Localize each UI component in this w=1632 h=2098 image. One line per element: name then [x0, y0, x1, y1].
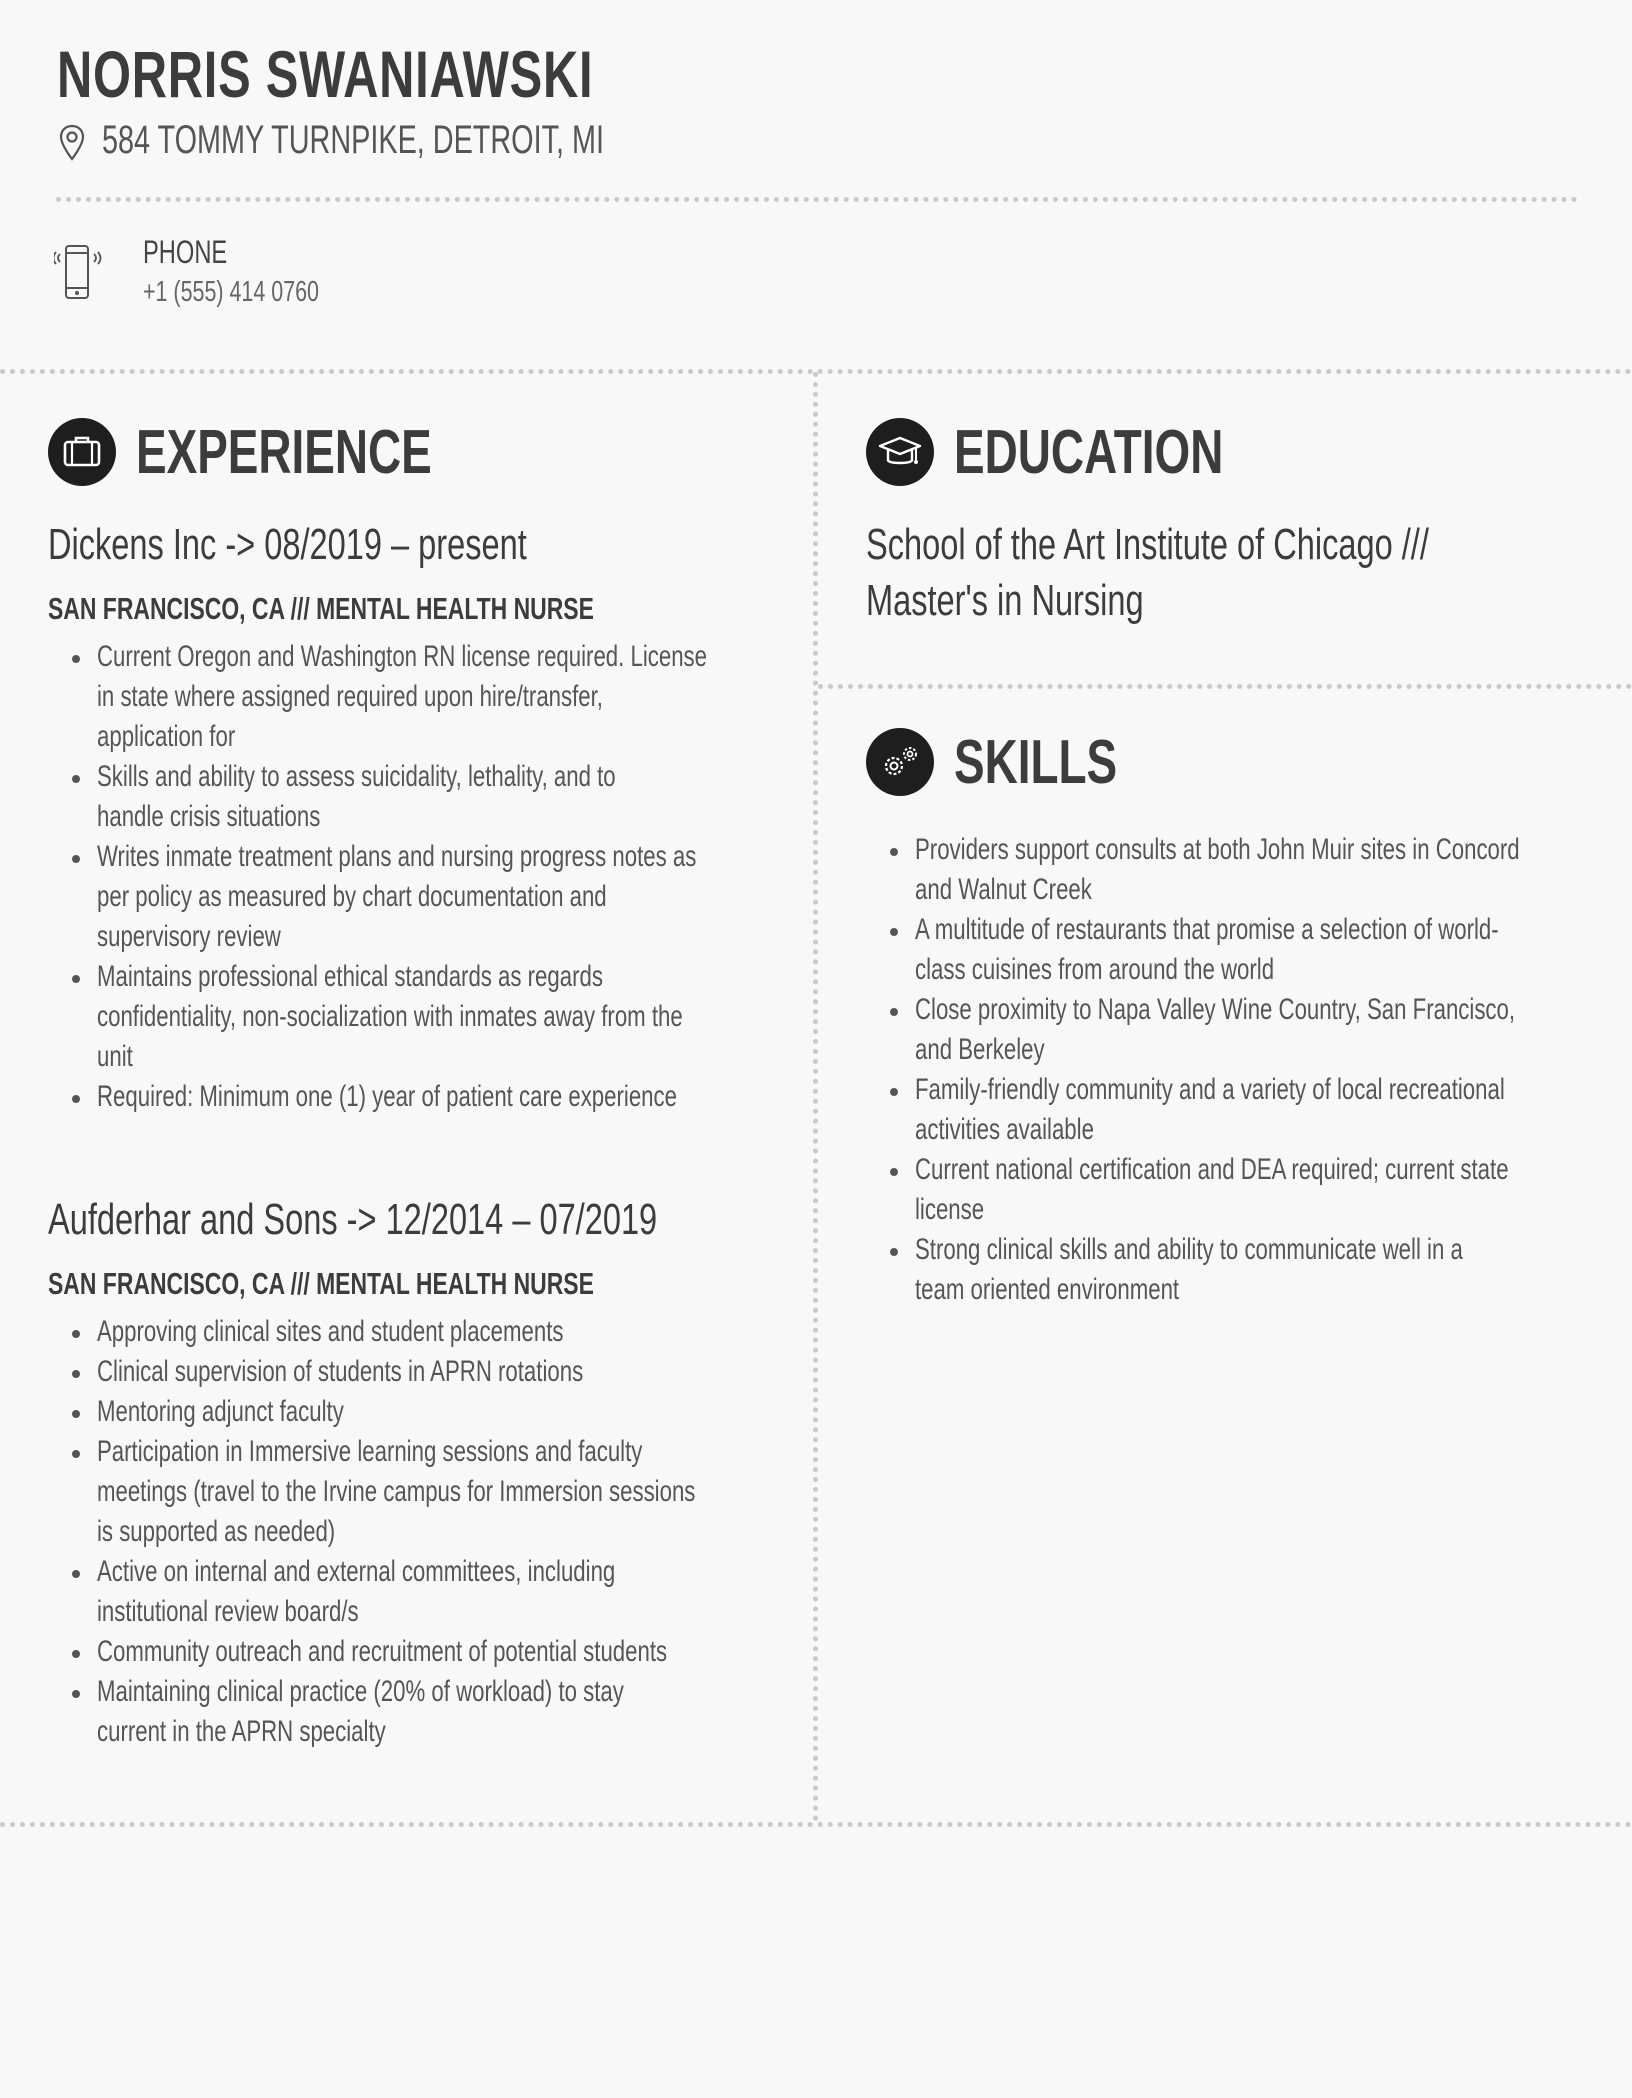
bullet-text: Active on internal and external committees, including — [97, 1555, 616, 1588]
bullet-text: application for — [97, 720, 236, 753]
bullet-text: Current Oregon and Washington RN license required. License — [97, 640, 708, 673]
bullet-dot — [890, 1248, 898, 1256]
bullet-dot — [72, 775, 80, 783]
bullet-text: current in the APRN specialty — [97, 1715, 386, 1748]
bullet-text: and Walnut Creek — [915, 873, 1092, 906]
bullet-text: Maintains professional ethical standards as regards — [97, 960, 603, 993]
bullet-text: meetings (travel to the Irvine campus for Immersion sessions — [97, 1475, 696, 1508]
bullet-text: unit — [97, 1040, 133, 1073]
bullet-text: activities available — [915, 1113, 1094, 1146]
bullet-dot — [72, 1450, 80, 1458]
bullet-text: Providers support consults at both John Muir sites in Concord — [915, 833, 1520, 866]
bullet-dot — [72, 1330, 80, 1338]
gears-icon — [866, 728, 934, 796]
phone-icon — [54, 244, 110, 302]
bullet-text: confidentiality, non-socialization with inmates away from the — [97, 1000, 683, 1033]
bullet-dot — [72, 655, 80, 663]
bullet-dot — [72, 1650, 80, 1658]
bullet-dot — [72, 1095, 80, 1103]
phone-value: +1 (555) 414 0760 — [143, 276, 320, 308]
education-divider — [818, 684, 1632, 689]
bullet-text: Required: Minimum one (1) year of patient care experience — [97, 1080, 677, 1113]
bullet-text: handle crisis situations — [97, 800, 321, 833]
candidate-name: NORRIS SWANIAWSKI — [57, 37, 594, 111]
column-divider — [813, 372, 818, 1822]
bullet-dot — [890, 1008, 898, 1016]
briefcase-icon — [48, 418, 116, 486]
phone-label: PHONE — [143, 234, 228, 270]
bullet-text: Mentoring adjunct faculty — [97, 1395, 344, 1428]
bullet-dot — [72, 855, 80, 863]
bullet-text: Strong clinical skills and ability to communicate well in a — [915, 1233, 1463, 1266]
education-title: EDUCATION — [954, 418, 1224, 487]
job-heading: Dickens Inc -> 08/2019 – present — [48, 520, 527, 569]
bullet-text: Writes inmate treatment plans and nursing progress notes as — [97, 840, 697, 873]
bullet-text: in state where assigned required upon hire/transfer, — [97, 680, 603, 713]
bullet-dot — [72, 975, 80, 983]
bullet-text: Family-friendly community and a variety of local recreational — [915, 1073, 1505, 1106]
job-subheading: SAN FRANCISCO, CA /// MENTAL HEALTH NURSE — [48, 591, 594, 626]
education-degree: Master's in Nursing — [866, 576, 1144, 625]
bullet-text: Participation in Immersive learning sessions and faculty — [97, 1435, 643, 1468]
bullet-dot — [72, 1690, 80, 1698]
bullet-dot — [72, 1410, 80, 1418]
bullet-text: class cuisines from around the world — [915, 953, 1275, 986]
bullet-text: Current national certification and DEA required; current state — [915, 1153, 1509, 1186]
graduation-cap-icon — [866, 418, 934, 486]
bullet-text: Close proximity to Napa Valley Wine Country, San Francisco, — [915, 993, 1516, 1026]
job-heading: Aufderhar and Sons -> 12/2014 – 07/2019 — [48, 1195, 658, 1244]
address-text: 584 TOMMY TURNPIKE, DETROIT, MI — [102, 118, 604, 162]
bullet-dot — [72, 1570, 80, 1578]
footer-divider — [0, 1822, 1632, 1827]
bullet-text: is supported as needed) — [97, 1515, 336, 1548]
bullet-text: supervisory review — [97, 920, 281, 953]
bullet-text: and Berkeley — [915, 1033, 1045, 1066]
skills-title: SKILLS — [954, 728, 1118, 797]
bullet-dot — [890, 1168, 898, 1176]
bullet-text: team oriented environment — [915, 1273, 1180, 1306]
experience-title: EXPERIENCE — [136, 418, 432, 487]
bullet-text: Approving clinical sites and student placements — [97, 1315, 564, 1348]
bullet-text: A multitude of restaurants that promise a selection of world- — [915, 913, 1499, 946]
bullet-dot — [890, 848, 898, 856]
bullet-dot — [890, 928, 898, 936]
bullet-text: Skills and ability to assess suicidality, lethality, and to — [97, 760, 616, 793]
header-divider — [56, 197, 1578, 202]
bullet-text: license — [915, 1193, 985, 1226]
map-pin-icon — [58, 124, 86, 162]
bullet-text: Community outreach and recruitment of potential students — [97, 1635, 668, 1668]
bullet-text: per policy as measured by chart documentation and — [97, 880, 607, 913]
education-school: School of the Art Institute of Chicago /// — [866, 520, 1429, 569]
job-subheading: SAN FRANCISCO, CA /// MENTAL HEALTH NURSE — [48, 1266, 594, 1301]
bullet-text: Maintaining clinical practice (20% of workload) to stay — [97, 1675, 624, 1708]
bullet-text: Clinical supervision of students in APRN rotations — [97, 1355, 584, 1388]
bullet-dot — [72, 1370, 80, 1378]
bullet-text: institutional review board/s — [97, 1595, 359, 1628]
bullet-dot — [890, 1088, 898, 1096]
